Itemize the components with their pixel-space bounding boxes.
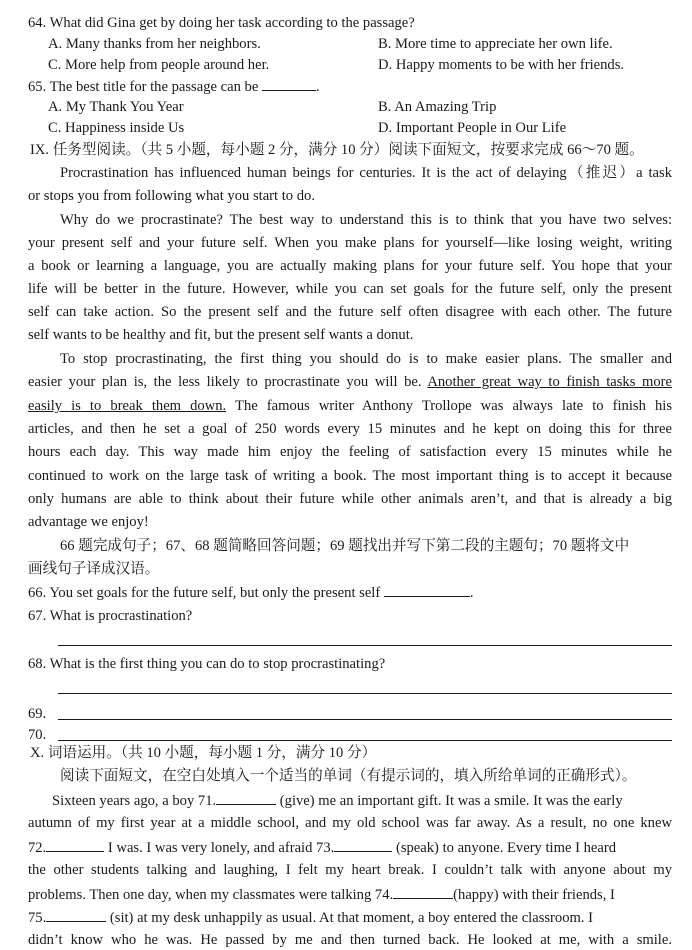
passage-line: a book or learning a language, you are actually making plans for your future self. You hope that your bbox=[28, 258, 672, 274]
q64-stem: 64. What did Gina get by doing her task according to the passage? bbox=[28, 15, 415, 31]
q65-option-c: C. Happiness inside Us bbox=[48, 120, 185, 136]
q66-prompt: 66. You set goals for the future self, but only the present self . bbox=[28, 582, 672, 603]
q67-prompt: 67. What is procrastination? bbox=[28, 608, 193, 624]
q69-prompt: 69. bbox=[28, 706, 47, 722]
passage-line: 75. (sit) at my desk unhappily as usual. At that moment, a boy entered the classroom. I bbox=[28, 907, 672, 928]
task-instructions: 阅读下面短文，在空白处填入一个适当的单词（有提示词的，填入所给单词的正确形式）。 bbox=[60, 768, 637, 784]
passage-line: the other students talking and laughing, I felt my heart break. I couldn’t talk with anyone about my bbox=[28, 862, 672, 878]
passage-line: Sixteen years ago, a boy 71. (give) me an important gift. It was a smile. It was the early bbox=[52, 790, 672, 811]
answer-blank-74[interactable] bbox=[393, 884, 453, 899]
q64-option-b: B. More time to appreciate her own life. bbox=[378, 36, 613, 52]
passage-line: problems. Then one day, when my classmates were talking 74. (happy) with their friends, I bbox=[28, 884, 672, 905]
underlined-sentence: Another great way to finish tasks more bbox=[427, 374, 672, 390]
q64-option-a: A. Many thanks from her neighbors. bbox=[48, 36, 261, 52]
passage-line: your present self and your future self. When you make plans for yourself—like losing weight, writing bbox=[28, 235, 672, 251]
passage-line: To stop procrastinating, the first thing you should do is to make easier plans. The smaller and bbox=[60, 351, 672, 367]
answer-blank-75[interactable] bbox=[46, 907, 106, 922]
q64-option-d: D. Happy moments to be with her friends. bbox=[378, 57, 625, 73]
section-9-heading: IX. 任务型阅读。（共 5 小题，每小题 2 分，满分 10 分）阅读下面短文，按要求完成 66～70 题。 bbox=[30, 142, 644, 158]
section-10-heading: X. 词语运用。（共 10 小题，每小题 1 分，满分 10 分） bbox=[30, 745, 377, 761]
answer-blank[interactable] bbox=[262, 76, 316, 91]
passage-line: Why do we procrastinate? The best way to understand this is to think that you have two selves: bbox=[60, 212, 672, 228]
passage-line: hours each day. This way made him enjoy the feeling of satisfaction every 15 minutes while he bbox=[28, 444, 672, 460]
answer-line[interactable] bbox=[58, 645, 672, 646]
q70-prompt: 70. bbox=[28, 727, 47, 743]
passage-line: only humans are able to think about their future while other animals aren’t, and that is already a big bbox=[28, 491, 672, 507]
answer-blank[interactable] bbox=[384, 582, 470, 597]
passage-line: Procrastination has influenced human beings for centuries. It is the act of delaying（推迟）a task bbox=[60, 165, 672, 181]
passage-line: continued to work on the large task of writing a book. The most important thing is to accept it because bbox=[28, 468, 672, 484]
passage-line: life will be better in the future. However, while you can set goals for the future self, only the present bbox=[28, 281, 672, 297]
answer-blank-73[interactable] bbox=[334, 837, 392, 852]
passage-line: articles, and then he set a goal of 250 words every 15 minutes and he kept on doing this for three bbox=[28, 421, 672, 437]
underlined-sentence: easily is to break them down. bbox=[28, 398, 227, 414]
answer-line[interactable] bbox=[58, 740, 672, 741]
passage-line: self can take action. So the present self and the future self often disagree with each other. The future bbox=[28, 304, 672, 320]
q65-stem: 65. The best title for the passage can be . bbox=[28, 76, 672, 97]
task-instructions: 画线句子译成汉语。 bbox=[28, 561, 160, 577]
passage-line: easier your plan is, the less likely to procrastinate you will be. Another great way to finish tasks more bbox=[28, 374, 672, 390]
answer-blank-72[interactable] bbox=[46, 837, 104, 852]
passage-line: autumn of my first year at a middle school, and my old school was far away. As a result, no one knew bbox=[28, 815, 672, 831]
answer-blank-71[interactable] bbox=[216, 790, 276, 805]
q68-prompt: 68. What is the first thing you can do to stop procrastinating? bbox=[28, 656, 386, 672]
answer-line[interactable] bbox=[58, 693, 672, 694]
task-instructions: 66 题完成句子；67、68 题简略回答问题；69 题找出并写下第二段的主题句；70 题将文中 bbox=[60, 538, 630, 554]
q64-option-c: C. More help from people around her. bbox=[48, 57, 270, 73]
passage-line: easily is to break them down. The famous writer Anthony Trollope was always late to finish his bbox=[28, 398, 672, 414]
q65-option-b: B. An Amazing Trip bbox=[378, 99, 497, 115]
passage-line: or stops you from following what you start to do. bbox=[28, 188, 315, 204]
answer-line[interactable] bbox=[58, 719, 672, 720]
passage-line: advantage we enjoy! bbox=[28, 514, 149, 530]
passage-line: 72. I was. I was very lonely, and afraid 73. (speak) to anyone. Every time I heard bbox=[28, 837, 672, 858]
q65-option-a: A. My Thank You Year bbox=[48, 99, 184, 115]
passage-line: didn’t know who he was. He passed by me and then turned back. He looked at me, with a smile. bbox=[28, 932, 672, 948]
passage-line: self wants to be healthy and fit, but the present self wants a donut. bbox=[28, 327, 414, 343]
q65-option-d: D. Important People in Our Life bbox=[378, 120, 567, 136]
